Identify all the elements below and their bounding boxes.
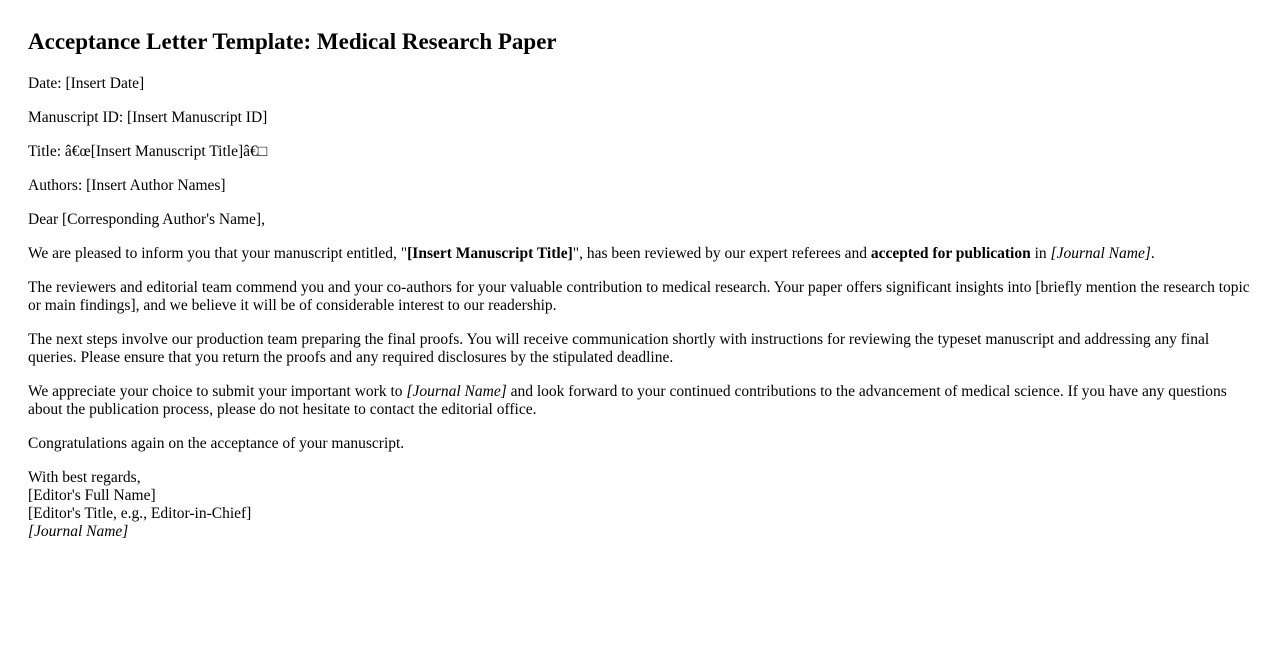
manuscript-id-line: Manuscript ID: [Insert Manuscript ID] <box>28 109 268 126</box>
para4-text-a: We appreciate your choice to submit your important work to <box>28 383 407 400</box>
closing: With best regards, <box>28 469 141 486</box>
page-title: Acceptance Letter Template: Medical Research Paper <box>28 29 557 54</box>
letter-document <box>28 28 1250 541</box>
para1-text-b: ", has been reviewed by our expert referees and <box>572 245 871 262</box>
salutation: Dear [Corresponding Author's Name], <box>28 211 265 228</box>
date-line: Date: [Insert Date] <box>28 75 145 92</box>
editor-name: [Editor's Full Name] <box>28 487 156 504</box>
editor-title: [Editor's Title, e.g., Editor-in-Chief] <box>28 505 252 522</box>
congratulations-paragraph: Congratulations again on the acceptance of your manuscript. <box>28 435 405 452</box>
journal-name-italic: [Journal Name] <box>406 383 507 400</box>
commendation-paragraph: The reviewers and editorial team commend you and your co-authors for your valuable contribution to medical research. Your paper offers significant insights into [briefly mention the research topic or main findings], and we believe it will be of considerable interest to our readership. <box>28 279 1250 314</box>
journal-name-italic: [Journal Name] <box>1050 245 1151 262</box>
acceptance-paragraph <box>28 245 1250 263</box>
para1-text-a: We are pleased to inform you that your manuscript entitled, " <box>28 245 408 262</box>
journal-name-italic: [Journal Name] <box>28 523 129 540</box>
authors-line: Authors: [Insert Author Names] <box>28 177 226 194</box>
signature-block <box>28 469 1250 541</box>
signature-journal-name <box>28 523 1250 541</box>
para4-text-b: and look forward to your continued contributions to the advancement of medical science. If you have any questions about the publication process, please do not hesitate to contact the editorial office. <box>28 383 1227 418</box>
para1-text-c: in <box>1030 245 1051 262</box>
manuscript-title-bold: [Insert Manuscript Title] <box>407 245 573 262</box>
accepted-bold: accepted for publication <box>870 245 1031 262</box>
next-steps-paragraph: The next steps involve our production team preparing the final proofs. You will receive communication shortly with instructions for reviewing the typeset manuscript and addressing any final queries. Please ensure that you return the proofs and any required disclosures by the stipulated deadline. <box>28 331 1210 366</box>
title-line: Title: â€œ[Insert Manuscript Title]â€□ <box>28 143 268 160</box>
para1-text-d: . <box>1150 245 1155 262</box>
appreciation-paragraph <box>28 383 1250 419</box>
